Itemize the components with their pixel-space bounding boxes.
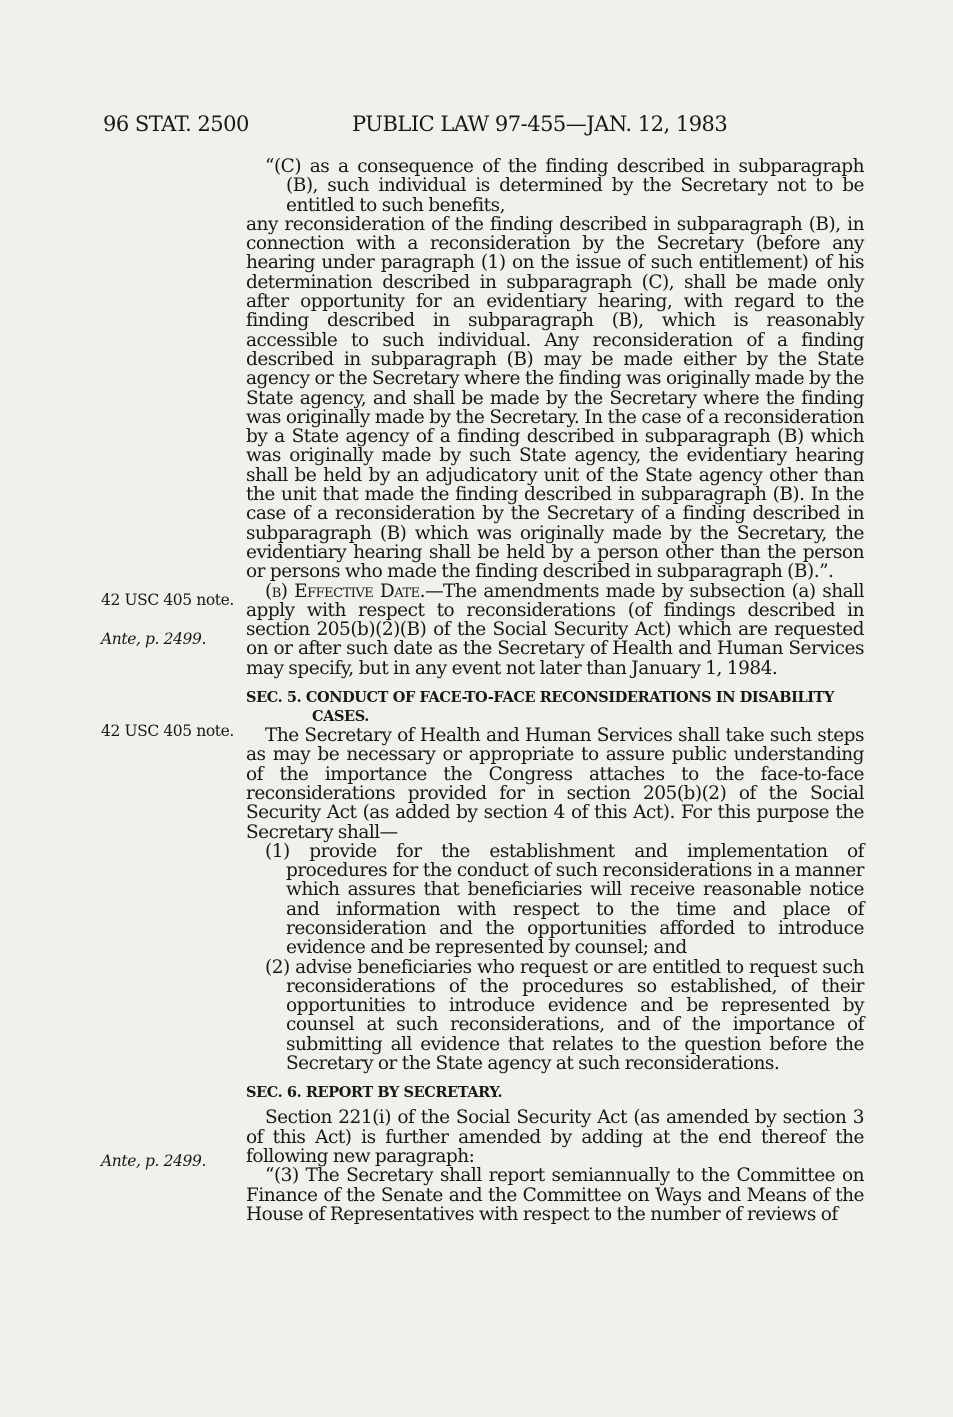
list-item: (2) advise beneficiaries who request or are entitled to request such reconsiderations of the procedures so established, of their opportunities to introduce evidence and be represented by counsel at such reconsiderations, and of the importance of submitting all evidence that relates to the question before the Secretary or the State agency at such reconsiderations. [265, 956, 864, 1075]
margin-note-usc: 42 USC 405 note. [101, 591, 234, 609]
reconsideration-paragraph: any reconsideration of the finding described in subparagraph (B), in connection with a reconsideration by the Secretary (before any hearing under paragraph (1) on the issue of such entitlement) of his determination described in subparagraph (C), shall be made only after opportunity for an evidentiary hearing, with regard to the finding described in subparagraph (B), which is reasonably accessible to such individual. Any reconsideration of a finding described in subparagraph (B) may be made either by the State agency or the Secretary where the finding was originally made by the State agency, and shall be made by the Secretary where the finding was originally made by the Secretary. In the case of a reconsideration by a State agency of a finding described in subparagraph (B) which was originally made by such State agency, the evidentiary hearing shall be held by an adjudicatory unit of the State agency other than the unit that made the finding described in subparagraph (B). In the case of a reconsideration by the Secretary of a finding described in subparagraph (B) which was originally made by the Secretary, the evidentiary hearing shall be held by a person other than the person or persons who made the finding described in subparagraph (B).”. [246, 213, 864, 583]
quoted-subparagraph-c: “(C) as a consequence of the finding described in subparagraph (B), such individual is determined by the Secretary not to be entitled to such benefits, [265, 156, 864, 216]
margin-note-usc: 42 USC 405 note. [101, 722, 234, 740]
section-5-text: The Secretary of Health and Human Services shall take such steps as may be necessary or appropriate to assure public understanding of the importance the Congress attaches to the face-to-face reconsiderations provided for in section 205(b)(2) of the Social Security Act (as added by section 4 of this Act). For this purpose the Secretary shall— [246, 725, 864, 843]
section-6-heading: SEC. 6. REPORT BY SECRETARY. [246, 1084, 503, 1102]
margin-note-ante: Ante, p. 2499. [101, 1152, 206, 1170]
statute-citation: 96 STAT. 2500 [103, 112, 249, 136]
list-item: (1) provide for the establishment and implementation of procedures for the conduct of such reconsiderations in a manner which assures that beneficiaries will receive reasonable notice and information with respect to the time and place of reconsideration and the opportunities afforded to introduce evidence and be represented by counsel; and [265, 840, 864, 959]
section-5-heading: SEC. 5. CONDUCT OF FACE-TO-FACE RECONSIDERATIONS IN DISABILITY CASES. [246, 689, 834, 726]
section-6-text: Section 221(i) of the Social Security Act (as amended by section 3 of this Act) is further amended by adding at the end thereof the following new paragraph: [246, 1107, 864, 1167]
margin-note-ante: Ante, p. 2499. [101, 630, 206, 648]
effective-date-label: (b) Effective Date. [265, 580, 425, 602]
body-text [246, 157, 864, 1224]
page-header-title: PUBLIC LAW 97-455—JAN. 12, 1983 [352, 112, 728, 136]
effective-date-paragraph [246, 582, 864, 678]
quoted-paragraph-3: “(3) The Secretary shall report semiannually to the Committee on Finance of the Senate and the Committee on Ways and Means of the House of Representatives with respect to the number of reviews of [246, 1165, 864, 1225]
effective-date-text: —The amendments made by subsection (a) shall apply with respect to reconsiderations (of findings described in section 205(b)(2)(B) of the Social Security Act) which are requested on or after such date as the Secretary of Health and Human Services may specify, but in any event not later than January 1, 1984. [246, 580, 865, 679]
